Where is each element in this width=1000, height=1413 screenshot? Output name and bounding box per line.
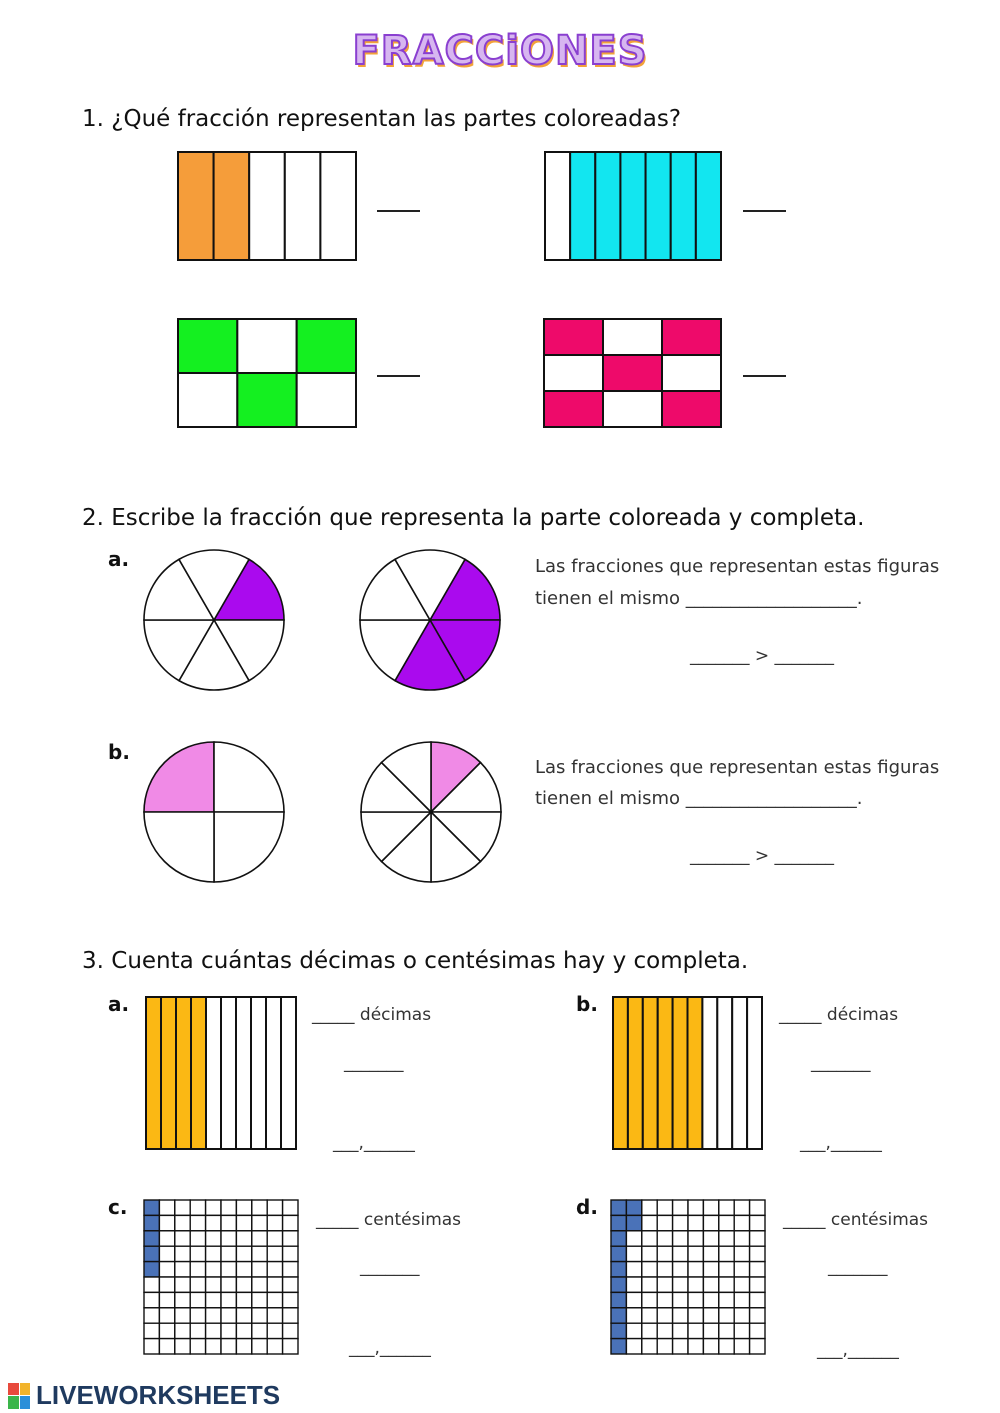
label-3c: c. xyxy=(108,1195,128,1219)
hund-d-cell xyxy=(734,1308,749,1323)
bar-cyan-part xyxy=(620,152,645,260)
hund-c-cell xyxy=(252,1262,267,1277)
tenths-a-column xyxy=(161,997,176,1149)
hund-c-cell xyxy=(159,1215,174,1230)
tenths-a-column xyxy=(251,997,266,1149)
hund-d-cell xyxy=(673,1246,688,1261)
hund-c-cell xyxy=(175,1215,190,1230)
hund-d-cell xyxy=(703,1292,718,1307)
bar-cyan-part xyxy=(570,152,595,260)
text-2b-line2: tienen el mismo ___________________. xyxy=(535,788,863,809)
hund-c-cell xyxy=(236,1277,251,1292)
hund-d-cell xyxy=(657,1339,672,1354)
hund-d-cell xyxy=(703,1262,718,1277)
hund-d-cell xyxy=(611,1231,626,1246)
hund-d-cell xyxy=(750,1323,765,1338)
hund-d-cell xyxy=(642,1323,657,1338)
grid-green-cell xyxy=(237,373,296,427)
label-3d: d. xyxy=(576,1195,598,1219)
hund-c-cell xyxy=(267,1246,282,1261)
tenths-a-grid xyxy=(146,997,298,1150)
hund-d-cell xyxy=(703,1215,718,1230)
compare-2b: _______ > _______ xyxy=(690,846,835,866)
hund-c-cell xyxy=(283,1215,298,1230)
hund-c-cell xyxy=(206,1262,221,1277)
label-2a: a. xyxy=(108,547,130,571)
hund-d-cell xyxy=(673,1308,688,1323)
bar-orange-fraction xyxy=(178,152,358,262)
tenths-b-column xyxy=(732,997,747,1149)
hund-c-cell xyxy=(144,1200,159,1215)
unit-3c: _____ centésimas xyxy=(316,1210,462,1230)
liveworksheets-logo-icon xyxy=(8,1383,30,1409)
hund-c-cell xyxy=(236,1262,251,1277)
bar-orange-part xyxy=(285,152,321,260)
hund-c-cell xyxy=(236,1292,251,1307)
grid-green-fraction xyxy=(178,319,358,429)
circle-b1-fraction xyxy=(142,740,286,884)
hund-c-cell xyxy=(175,1200,190,1215)
hund-c-cell xyxy=(190,1292,205,1307)
hund-c-cell xyxy=(252,1292,267,1307)
grid-pink-cell xyxy=(603,319,662,355)
hund-d-cell xyxy=(657,1231,672,1246)
hund-c-cell xyxy=(252,1323,267,1338)
hund-d-cell xyxy=(642,1231,657,1246)
hund-c-cell xyxy=(159,1262,174,1277)
bar-cyan-part xyxy=(595,152,620,260)
bar-cyan-part xyxy=(696,152,721,260)
hund-c-cell xyxy=(283,1262,298,1277)
hund-d-cell xyxy=(688,1323,703,1338)
hundredths-d-grid xyxy=(611,1200,767,1356)
hund-d-cell xyxy=(611,1262,626,1277)
grid-green-cell xyxy=(178,319,237,373)
hund-c-cell xyxy=(221,1215,236,1230)
hund-c-cell xyxy=(267,1308,282,1323)
circle-b1-sector xyxy=(214,742,284,812)
grid-green-cell xyxy=(178,373,237,427)
hund-d-cell xyxy=(688,1339,703,1354)
hund-c-cell xyxy=(267,1200,282,1215)
hund-c-cell xyxy=(190,1231,205,1246)
hund-d-cell xyxy=(734,1323,749,1338)
bar-orange-part xyxy=(249,152,285,260)
hund-c-cell xyxy=(144,1292,159,1307)
hund-c-cell xyxy=(206,1277,221,1292)
label-2b: b. xyxy=(108,740,130,764)
hund-d-cell xyxy=(626,1262,641,1277)
hund-c-cell xyxy=(267,1231,282,1246)
hund-d-cell xyxy=(688,1277,703,1292)
hund-c-cell xyxy=(267,1339,282,1354)
tenths-b-column xyxy=(702,997,717,1149)
hund-d-cell xyxy=(673,1231,688,1246)
hund-c-cell xyxy=(252,1215,267,1230)
hund-d-cell xyxy=(703,1339,718,1354)
tenths-b-column xyxy=(747,997,762,1149)
hund-d-cell xyxy=(750,1308,765,1323)
hund-c-cell xyxy=(267,1262,282,1277)
hund-d-cell xyxy=(750,1277,765,1292)
hund-c-cell xyxy=(190,1246,205,1261)
hund-c-cell xyxy=(252,1277,267,1292)
hund-d-cell xyxy=(642,1292,657,1307)
text-2a-line2: tienen el mismo ___________________. xyxy=(535,588,863,609)
label-3a: a. xyxy=(108,992,130,1016)
answer-blank-1[interactable] xyxy=(377,210,420,212)
hund-d-cell xyxy=(750,1246,765,1261)
hund-c-cell xyxy=(206,1292,221,1307)
hund-c-cell xyxy=(144,1277,159,1292)
hund-c-cell xyxy=(144,1262,159,1277)
unit-3a: _____ décimas xyxy=(312,1005,432,1025)
hund-d-cell xyxy=(734,1231,749,1246)
hund-c-cell xyxy=(190,1323,205,1338)
tenths-a-column xyxy=(266,997,281,1149)
hund-d-cell xyxy=(642,1277,657,1292)
unit-3b: _____ décimas xyxy=(779,1005,899,1025)
bar-cyan-part xyxy=(545,152,570,260)
hund-c-cell xyxy=(267,1215,282,1230)
hund-d-cell xyxy=(657,1200,672,1215)
hund-d-cell xyxy=(734,1292,749,1307)
answer-blank-4[interactable] xyxy=(743,375,786,377)
hund-c-cell xyxy=(175,1339,190,1354)
hund-c-cell xyxy=(159,1200,174,1215)
hund-d-cell xyxy=(611,1323,626,1338)
hund-c-cell xyxy=(252,1200,267,1215)
hund-c-cell xyxy=(267,1292,282,1307)
hund-c-cell xyxy=(267,1323,282,1338)
hund-c-cell xyxy=(175,1292,190,1307)
hund-c-cell xyxy=(190,1262,205,1277)
tenths-b-column xyxy=(688,997,703,1149)
hund-c-cell xyxy=(236,1231,251,1246)
hund-d-cell xyxy=(703,1323,718,1338)
page-title: FRACCiONES xyxy=(352,28,648,74)
hund-d-cell xyxy=(626,1231,641,1246)
grid-pink-cell xyxy=(603,391,662,427)
hund-c-cell xyxy=(159,1277,174,1292)
frac-3c: _______ xyxy=(360,1257,420,1277)
hund-d-cell xyxy=(734,1339,749,1354)
frac-3a: _______ xyxy=(344,1053,404,1073)
hund-d-cell xyxy=(657,1308,672,1323)
hund-d-cell xyxy=(642,1215,657,1230)
hund-d-cell xyxy=(642,1308,657,1323)
grid-pink-cell xyxy=(662,319,721,355)
tenths-b-column xyxy=(658,997,673,1149)
tenths-a-column xyxy=(206,997,221,1149)
bar-cyan-fraction xyxy=(545,152,723,262)
hund-d-cell xyxy=(703,1231,718,1246)
circle-b1-sector xyxy=(144,742,214,812)
hund-c-cell xyxy=(159,1292,174,1307)
grid-pink-cell xyxy=(662,355,721,391)
hund-c-cell xyxy=(206,1339,221,1354)
hund-c-cell xyxy=(144,1246,159,1261)
hund-d-cell xyxy=(750,1231,765,1246)
hund-d-cell xyxy=(750,1262,765,1277)
circle-b1-sector xyxy=(214,812,284,882)
hund-d-cell xyxy=(719,1339,734,1354)
hund-c-cell xyxy=(190,1277,205,1292)
hund-c-cell xyxy=(144,1323,159,1338)
hund-d-cell xyxy=(673,1339,688,1354)
hund-d-cell xyxy=(719,1277,734,1292)
compare-2a: _______ > _______ xyxy=(690,646,835,666)
hund-c-cell xyxy=(252,1308,267,1323)
hund-c-cell xyxy=(206,1308,221,1323)
hund-c-cell xyxy=(283,1200,298,1215)
hund-c-cell xyxy=(236,1323,251,1338)
grid-green-cell xyxy=(297,373,356,427)
hund-d-cell xyxy=(734,1277,749,1292)
hund-d-cell xyxy=(734,1200,749,1215)
hund-d-cell xyxy=(611,1292,626,1307)
unit-3d: _____ centésimas xyxy=(783,1210,929,1230)
tenths-a-column xyxy=(146,997,161,1149)
hund-d-cell xyxy=(626,1323,641,1338)
hund-c-cell xyxy=(221,1292,236,1307)
circle-b1-sector xyxy=(144,812,214,882)
tenths-b-column xyxy=(628,997,643,1149)
hund-d-cell xyxy=(719,1292,734,1307)
hund-c-cell xyxy=(190,1200,205,1215)
hund-c-cell xyxy=(283,1246,298,1261)
hund-d-cell xyxy=(611,1246,626,1261)
hund-d-cell xyxy=(719,1231,734,1246)
hund-c-cell xyxy=(206,1246,221,1261)
hund-d-cell xyxy=(719,1308,734,1323)
hund-d-cell xyxy=(657,1262,672,1277)
grid-green-cell xyxy=(297,319,356,373)
hundredths-c-grid xyxy=(144,1200,300,1356)
hund-c-cell xyxy=(144,1231,159,1246)
hund-c-cell xyxy=(252,1246,267,1261)
hund-c-cell xyxy=(144,1215,159,1230)
hund-d-cell xyxy=(642,1339,657,1354)
hund-c-cell xyxy=(175,1277,190,1292)
hund-c-cell xyxy=(175,1246,190,1261)
question-2-title: 2. Escribe la fracción que representa la parte coloreada y completa. xyxy=(82,505,865,531)
grid-pink-cell xyxy=(544,391,603,427)
hund-d-cell xyxy=(611,1339,626,1354)
hund-d-cell xyxy=(719,1323,734,1338)
hund-d-cell xyxy=(703,1246,718,1261)
hund-d-cell xyxy=(626,1308,641,1323)
hund-d-cell xyxy=(657,1323,672,1338)
hund-d-cell xyxy=(719,1246,734,1261)
hund-d-cell xyxy=(626,1246,641,1261)
hund-c-cell xyxy=(221,1231,236,1246)
hund-d-cell xyxy=(750,1339,765,1354)
hund-d-cell xyxy=(750,1292,765,1307)
hund-d-cell xyxy=(688,1231,703,1246)
hund-c-cell xyxy=(159,1308,174,1323)
tenths-b-grid xyxy=(613,997,764,1150)
bar-orange-part xyxy=(320,152,356,260)
tenths-b-column xyxy=(717,997,732,1149)
hund-c-cell xyxy=(175,1308,190,1323)
hund-c-cell xyxy=(206,1323,221,1338)
hund-d-cell xyxy=(642,1246,657,1261)
hund-c-cell xyxy=(236,1308,251,1323)
hund-c-cell xyxy=(190,1308,205,1323)
hund-d-cell xyxy=(750,1200,765,1215)
hund-c-cell xyxy=(252,1339,267,1354)
hund-d-cell xyxy=(642,1200,657,1215)
hund-d-cell xyxy=(703,1308,718,1323)
grid-pink-fraction xyxy=(544,319,723,429)
hund-c-cell xyxy=(283,1292,298,1307)
hund-d-cell xyxy=(688,1292,703,1307)
dec-3b: ___,______ xyxy=(800,1133,882,1153)
hund-c-cell xyxy=(283,1277,298,1292)
circle-b2-fraction xyxy=(359,740,503,884)
hund-c-cell xyxy=(236,1200,251,1215)
hund-d-cell xyxy=(688,1262,703,1277)
hund-d-cell xyxy=(719,1200,734,1215)
hund-c-cell xyxy=(159,1339,174,1354)
circle-a2-fraction xyxy=(358,548,502,692)
hund-c-cell xyxy=(283,1339,298,1354)
hund-d-cell xyxy=(626,1215,641,1230)
dec-3a: ___,______ xyxy=(333,1133,415,1153)
text-2b-line1: Las fracciones que representan estas figuras xyxy=(535,757,940,778)
hund-c-cell xyxy=(144,1308,159,1323)
hund-d-cell xyxy=(750,1215,765,1230)
hund-d-cell xyxy=(673,1262,688,1277)
hund-c-cell xyxy=(221,1308,236,1323)
hund-c-cell xyxy=(206,1215,221,1230)
hund-c-cell xyxy=(283,1323,298,1338)
hund-c-cell xyxy=(236,1339,251,1354)
hund-d-cell xyxy=(626,1200,641,1215)
hund-c-cell xyxy=(159,1231,174,1246)
grid-pink-cell xyxy=(662,391,721,427)
bar-cyan-part xyxy=(671,152,696,260)
hund-d-cell xyxy=(657,1246,672,1261)
hund-c-cell xyxy=(190,1215,205,1230)
hund-c-cell xyxy=(159,1323,174,1338)
grid-green-cell xyxy=(237,319,296,373)
tenths-b-column xyxy=(673,997,688,1149)
hund-d-cell xyxy=(688,1308,703,1323)
frac-3b: _______ xyxy=(811,1053,871,1073)
frac-3d: _______ xyxy=(828,1257,888,1277)
hund-c-cell xyxy=(221,1246,236,1261)
tenths-a-column xyxy=(236,997,251,1149)
answer-blank-2[interactable] xyxy=(743,210,786,212)
hund-c-cell xyxy=(175,1231,190,1246)
hund-d-cell xyxy=(673,1200,688,1215)
hund-d-cell xyxy=(611,1215,626,1230)
hund-d-cell xyxy=(626,1277,641,1292)
hund-c-cell xyxy=(252,1231,267,1246)
hund-d-cell xyxy=(673,1215,688,1230)
hund-c-cell xyxy=(144,1339,159,1354)
hund-c-cell xyxy=(175,1323,190,1338)
tenths-a-column xyxy=(281,997,296,1149)
hund-d-cell xyxy=(673,1323,688,1338)
dec-3d: ___,______ xyxy=(817,1340,899,1360)
hund-d-cell xyxy=(673,1292,688,1307)
footer-brand[interactable] xyxy=(8,1380,280,1411)
tenths-a-column xyxy=(221,997,236,1149)
bar-cyan-part xyxy=(646,152,671,260)
footer-brand-text: LIVEWORKSHEETS xyxy=(36,1380,281,1410)
hund-d-cell xyxy=(734,1246,749,1261)
hund-c-cell xyxy=(236,1215,251,1230)
hund-c-cell xyxy=(221,1262,236,1277)
hund-d-cell xyxy=(688,1200,703,1215)
hund-c-cell xyxy=(221,1277,236,1292)
hund-c-cell xyxy=(283,1231,298,1246)
hund-c-cell xyxy=(236,1246,251,1261)
tenths-b-column xyxy=(613,997,628,1149)
answer-blank-3[interactable] xyxy=(377,375,420,377)
hund-d-cell xyxy=(688,1215,703,1230)
tenths-a-column xyxy=(176,997,191,1149)
hund-c-cell xyxy=(221,1323,236,1338)
hund-c-cell xyxy=(159,1246,174,1261)
bar-orange-part xyxy=(178,152,214,260)
hund-d-cell xyxy=(719,1215,734,1230)
hund-d-cell xyxy=(642,1262,657,1277)
hund-d-cell xyxy=(673,1277,688,1292)
grid-pink-cell xyxy=(603,355,662,391)
hund-d-cell xyxy=(734,1262,749,1277)
hund-c-cell xyxy=(283,1308,298,1323)
label-3b: b. xyxy=(576,992,598,1016)
tenths-b-column xyxy=(643,997,658,1149)
hund-c-cell xyxy=(206,1231,221,1246)
hund-c-cell xyxy=(221,1200,236,1215)
dec-3c: ___,______ xyxy=(349,1338,431,1358)
question-3-title: 3. Cuenta cuántas décimas o centésimas hay y completa. xyxy=(82,948,749,974)
circle-a1-fraction xyxy=(142,548,286,692)
hund-c-cell xyxy=(221,1339,236,1354)
question-1-title: 1. ¿Qué fracción representan las partes coloreadas? xyxy=(82,106,682,132)
hund-d-cell xyxy=(688,1246,703,1261)
hund-d-cell xyxy=(626,1292,641,1307)
grid-pink-cell xyxy=(544,319,603,355)
hund-d-cell xyxy=(611,1308,626,1323)
hund-d-cell xyxy=(611,1200,626,1215)
hund-c-cell xyxy=(206,1200,221,1215)
hund-d-cell xyxy=(703,1200,718,1215)
hund-d-cell xyxy=(657,1215,672,1230)
hund-d-cell xyxy=(611,1277,626,1292)
hund-d-cell xyxy=(626,1339,641,1354)
hund-d-cell xyxy=(719,1262,734,1277)
hund-d-cell xyxy=(657,1277,672,1292)
bar-orange-part xyxy=(214,152,250,260)
hund-d-cell xyxy=(734,1215,749,1230)
tenths-a-column xyxy=(191,997,206,1149)
hund-d-cell xyxy=(657,1292,672,1307)
hund-c-cell xyxy=(175,1262,190,1277)
hund-c-cell xyxy=(190,1339,205,1354)
grid-pink-cell xyxy=(544,355,603,391)
hund-c-cell xyxy=(267,1277,282,1292)
text-2a-line1: Las fracciones que representan estas figuras xyxy=(535,556,940,577)
hund-d-cell xyxy=(703,1277,718,1292)
